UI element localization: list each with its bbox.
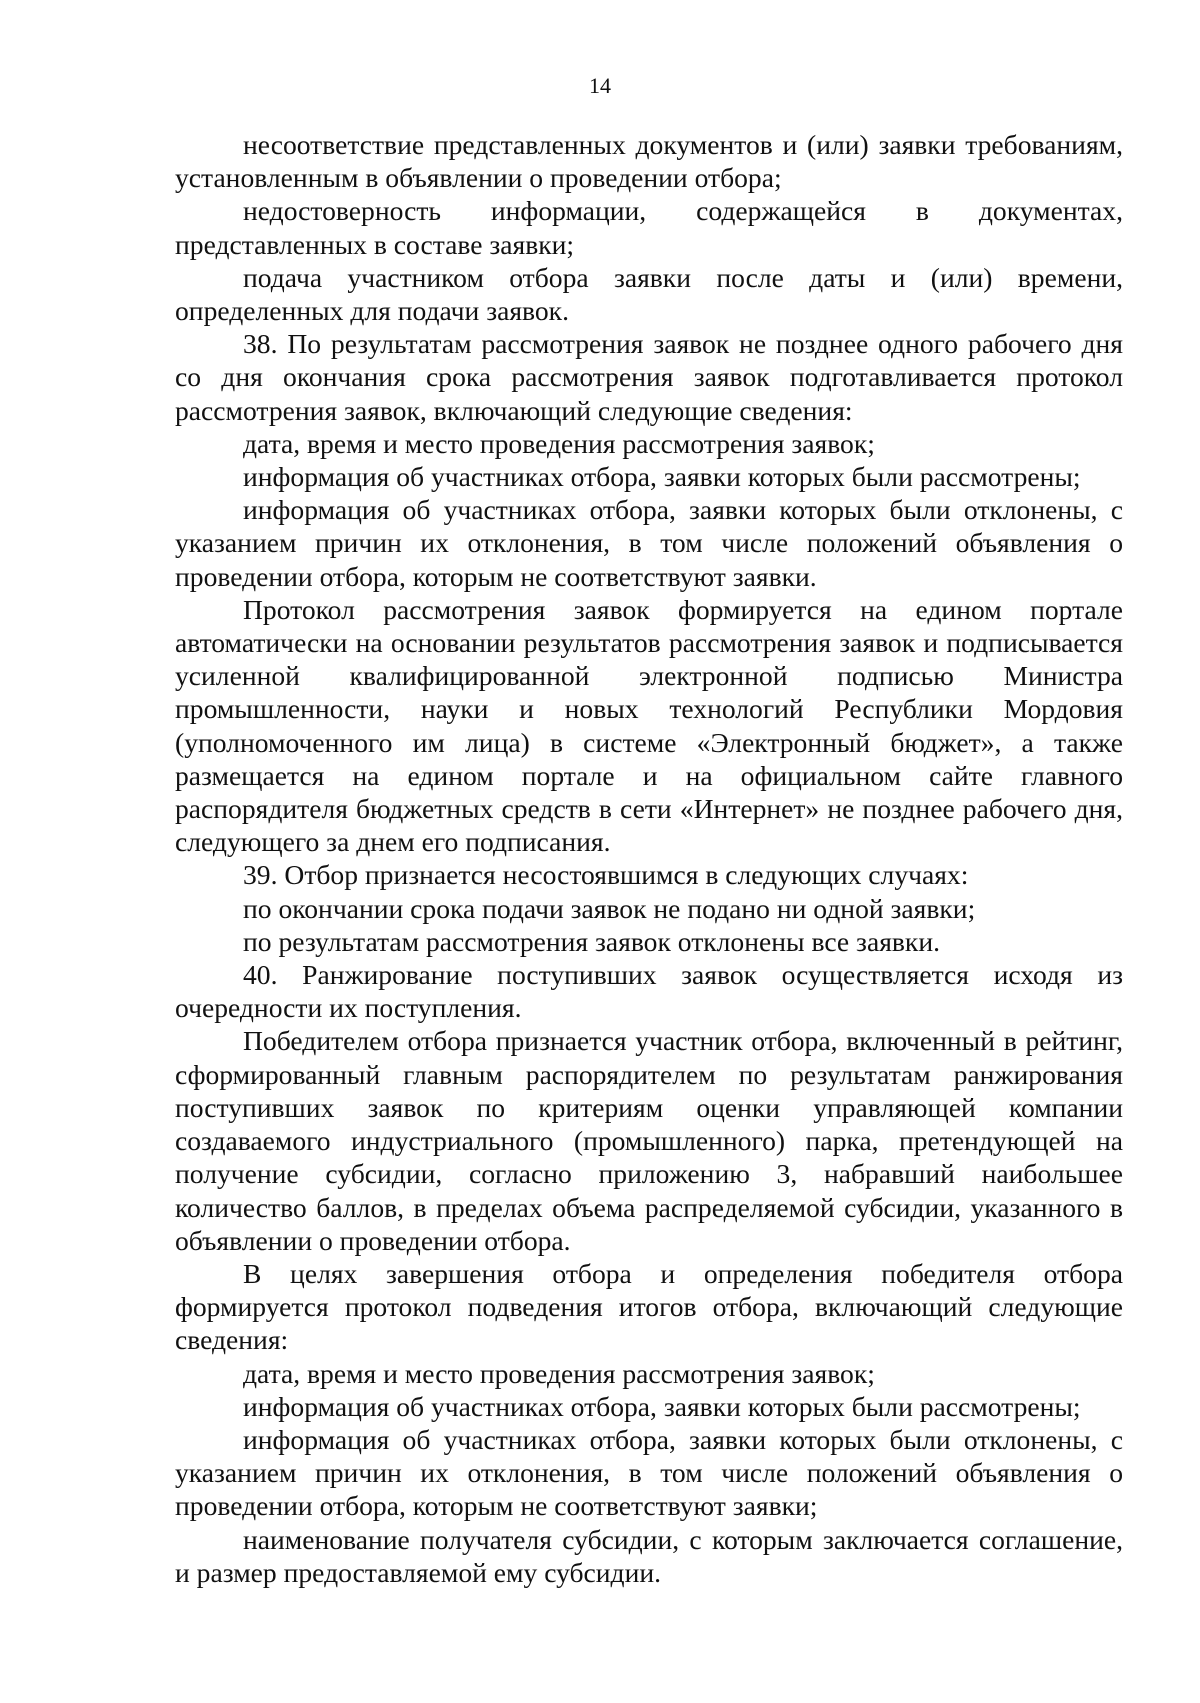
paragraph: дата, время и место проведения рассмотрения заявок; [243,1357,875,1389]
paragraph: наименование получателя субсидии, с которым заключается соглашение, и размер предоставляемой ему субсидии. [175,1523,1123,1588]
paragraph: по окончании срока подачи заявок не подано ни одной заявки; [243,892,976,924]
paragraph: несоответствие представленных документов и (или) заявки требованиям, установленным в объявлении о проведении отбора; [175,129,1123,194]
paragraph: Победителем отбора признается участник отбора, включенный в рейтинг, сформированный главным распорядителем по результатам ранжирования поступивших заявок по критериям оценки управляющей компании создаваемого индустриального (промышленного) парка, претендующей на получение субсидии, согласно приложению 3, набравший наибольшее количество баллов, в пределах объема распределяемой субсидии, указанного в объявлении о проведении отбора. [175,1025,1123,1256]
paragraph: 38. По результатам рассмотрения заявок не позднее одного рабочего дня со дня окончания срока рассмотрения заявок подготавливается протокол рассмотрения заявок, включающий следующие сведения: [175,328,1123,426]
paragraph: 39. Отбор признается несостоявшимся в следующих случаях: [243,859,969,891]
paragraph: В целях завершения отбора и определения победителя отбора формируется протокол подведения итогов отбора, включающий следующие сведения: [175,1257,1123,1356]
paragraph: по результатам рассмотрения заявок отклонены все заявки. [243,925,940,957]
paragraph: дата, время и место проведения рассмотрения заявок; [243,427,875,459]
paragraph: подача участником отбора заявки после даты и (или) времени, определенных для подачи заявок. [175,261,1123,327]
paragraph: информация об участниках отбора, заявки которых были отклонены, с указанием причин их отклонения, в том числе положений объявления о проведении отбора, которым не соответствуют заявки. [175,494,1123,592]
paragraph: информация об участниках отбора, заявки которых были отклонены, с указанием причин их отклонения, в том числе положений объявления о проведении отбора, которым не соответствуют заявки; [175,1423,1123,1522]
paragraph: информация об участниках отбора, заявки которых были рассмотрены; [243,1390,1081,1422]
paragraph: 40. Ранжирование поступивших заявок осуществляется исходя из очередности их поступления. [175,959,1123,1024]
page-number: 14 [589,73,611,98]
paragraph: недостоверность информации, содержащейся в документах, представленных в составе заявки; [175,195,1123,260]
paragraph: Протокол рассмотрения заявок формируется на едином портале автоматически на основании результатов рассмотрения заявок и подписывается усиленной квалифицированной электронной подписью Министра промышленности, науки и новых технологий Республики Мордовия (уполномоченного им лица) в системе «Электронный бюджет», а также размещается на едином портале и на официальном сайте главного распорядителя бюджетных средств в сети «Интернет» не позднее рабочего дня, следующего за днем его подписания. [175,593,1123,858]
document-body [175,128,1123,1589]
paragraph: информация об участниках отбора, заявки которых были рассмотрены; [243,461,1081,493]
